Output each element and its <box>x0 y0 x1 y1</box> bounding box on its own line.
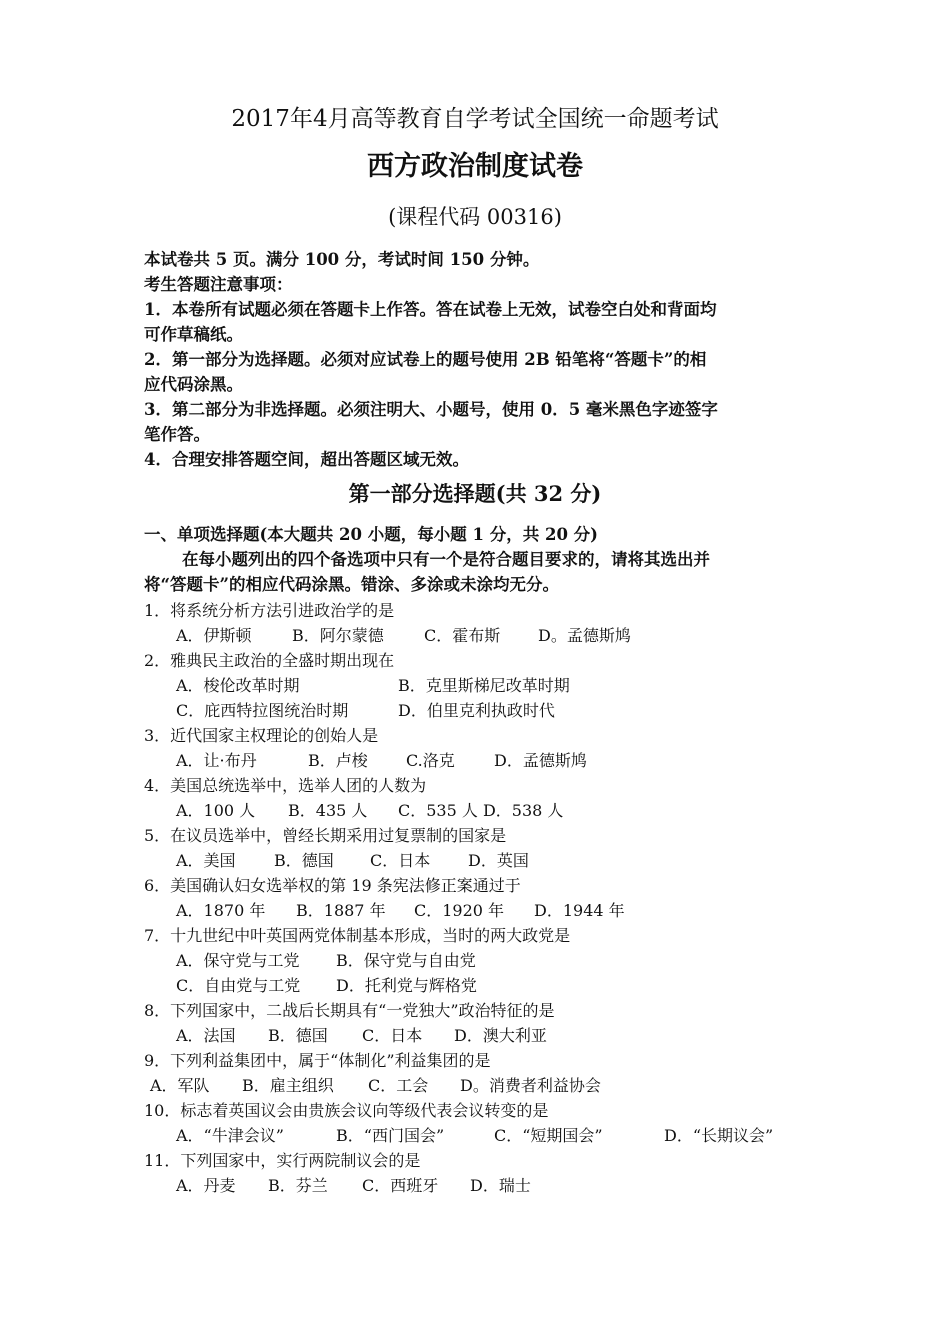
paper-summary: 本试卷共 5 页。满分 100 分，考试时间 150 分钟。 <box>144 250 540 269</box>
question-3-stem: 3．近代国家主权理论的创始人是 <box>144 726 379 745</box>
question-10-option-c: C．“短期国会” <box>494 1126 603 1145</box>
question-3-option-c: C.洛克 <box>406 751 455 770</box>
question-11-option-b: B．芬兰 <box>268 1176 328 1195</box>
question-11-stem: 11．下列国家中，实行两院制议会的是 <box>144 1151 421 1170</box>
question-8-option-c: C．日本 <box>362 1026 423 1045</box>
paper-title: 西方政治制度试卷 <box>367 151 583 182</box>
part-1-title: 第一部分选择题(共 32 分) <box>348 481 602 506</box>
question-7-option-c: C．自由党与工党 <box>176 976 301 995</box>
question-2-stem: 2．雅典民主政治的全盛时期出现在 <box>144 651 395 670</box>
question-8-option-d: D．澳大利亚 <box>454 1026 547 1045</box>
note-4: 4．合理安排答题空间，超出答题区域无效。 <box>144 450 469 469</box>
question-3-option-d: D．孟德斯鸠 <box>494 751 587 770</box>
question-4-option-c: C．535 人 D．538 人 <box>398 801 564 820</box>
question-6-option-d: D．1944 年 <box>534 901 625 920</box>
question-4-stem: 4．美国总统选举中，选举人团的人数为 <box>144 776 427 795</box>
question-11-option-d: D．瑞士 <box>470 1176 531 1195</box>
question-11-option-c: C．西班牙 <box>362 1176 439 1195</box>
question-3-option-b: B．卢梭 <box>308 751 368 770</box>
question-1-option-c: C．霍布斯 <box>424 626 501 645</box>
course-code: (课程代码 00316) <box>388 205 562 229</box>
question-9-option-a: A．军队 <box>150 1076 210 1095</box>
question-10-stem: 10．标志着英国议会由贵族会议向等级代表会议转变的是 <box>144 1101 549 1120</box>
question-10-option-a: A．“牛津会议” <box>176 1126 284 1145</box>
question-5-option-b: B．德国 <box>274 851 334 870</box>
question-6-option-b: B．1887 年 <box>296 901 386 920</box>
question-4-option-a: A．100 人 <box>176 801 256 820</box>
question-5-option-d: D．英国 <box>468 851 529 870</box>
section-desc-line-1: 在每小题列出的四个备选项中只有一个是符合题目要求的，请将其选出并 <box>182 550 710 569</box>
question-9-option-b: B．雇主组织 <box>242 1076 334 1095</box>
note-3-line-1: 3．第二部分为非选择题。必须注明大、小题号，使用 0．5 毫米黑色字迹签字 <box>144 400 718 419</box>
question-1-option-b: B．阿尔蒙德 <box>292 626 384 645</box>
question-6-option-c: C．1920 年 <box>414 901 505 920</box>
question-6-stem: 6．美国确认妇女选举权的第 19 条宪法修正案通过于 <box>144 876 521 895</box>
note-2-line-2: 应代码涂黑。 <box>144 375 243 394</box>
question-2-option-a: A．梭伦改革时期 <box>176 676 300 695</box>
question-8-option-b: B．德国 <box>268 1026 328 1045</box>
note-1-line-1: 1．本卷所有试题必须在答题卡上作答。答在试卷上无效，试卷空白处和背面均 <box>144 300 717 319</box>
question-2-option-b: B．克里斯梯尼改革时期 <box>398 676 570 695</box>
question-2-option-d: D．伯里克利执政时代 <box>398 701 555 720</box>
note-1-line-2: 可作草稿纸。 <box>144 325 243 344</box>
question-10-option-d: D．“长期议会” <box>664 1126 774 1145</box>
section-heading: 一、单项选择题(本大题共 20 小题，每小题 1 分，共 20 分) <box>144 525 598 544</box>
question-1-stem: 1．将系统分析方法引进政治学的是 <box>144 601 395 620</box>
note-3-line-2: 笔作答。 <box>144 425 210 444</box>
note-2-line-1: 2．第一部分为选择题。必须对应试卷上的题号使用 2B 铅笔将“答题卡”的相 <box>144 350 707 369</box>
question-8-option-a: A．法国 <box>176 1026 236 1045</box>
question-8-stem: 8．下列国家中，二战后长期具有“一党独大”政治特征的是 <box>144 1001 555 1020</box>
question-1-option-a: A．伊斯顿 <box>176 626 252 645</box>
question-11-option-a: A．丹麦 <box>176 1176 236 1195</box>
exam-header: 2017年4月高等教育自学考试全国统一命题考试 <box>231 106 719 132</box>
question-7-option-d: D．托利党与辉格党 <box>336 976 477 995</box>
question-4-option-b: B．435 人 <box>288 801 368 820</box>
question-6-option-a: A．1870 年 <box>176 901 266 920</box>
question-9-option-d: D。消费者利益协会 <box>460 1076 601 1095</box>
question-5-option-c: C．日本 <box>370 851 431 870</box>
question-5-option-a: A．美国 <box>176 851 236 870</box>
notes-heading: 考生答题注意事项： <box>144 275 293 294</box>
question-10-option-b: B．“西门国会” <box>336 1126 445 1145</box>
question-5-stem: 5．在议员选举中，曾经长期采用过复票制的国家是 <box>144 826 507 845</box>
question-2-option-c: C．庇西特拉图统治时期 <box>176 701 349 720</box>
question-7-stem: 7．十九世纪中叶英国两党体制基本形成，当时的两大政党是 <box>144 926 571 945</box>
section-desc-line-2: 将“答题卡”的相应代码涂黑。错涂、多涂或未涂均无分。 <box>144 575 559 594</box>
question-3-option-a: A．让·布丹 <box>176 751 257 770</box>
question-9-stem: 9．下列利益集团中，属于“体制化”利益集团的是 <box>144 1051 491 1070</box>
question-9-option-c: C．工会 <box>368 1076 429 1095</box>
question-1-option-d: D。孟德斯鸠 <box>538 626 631 645</box>
question-7-option-b: B．保守党与自由党 <box>336 951 476 970</box>
question-7-option-a: A．保守党与工党 <box>176 951 300 970</box>
